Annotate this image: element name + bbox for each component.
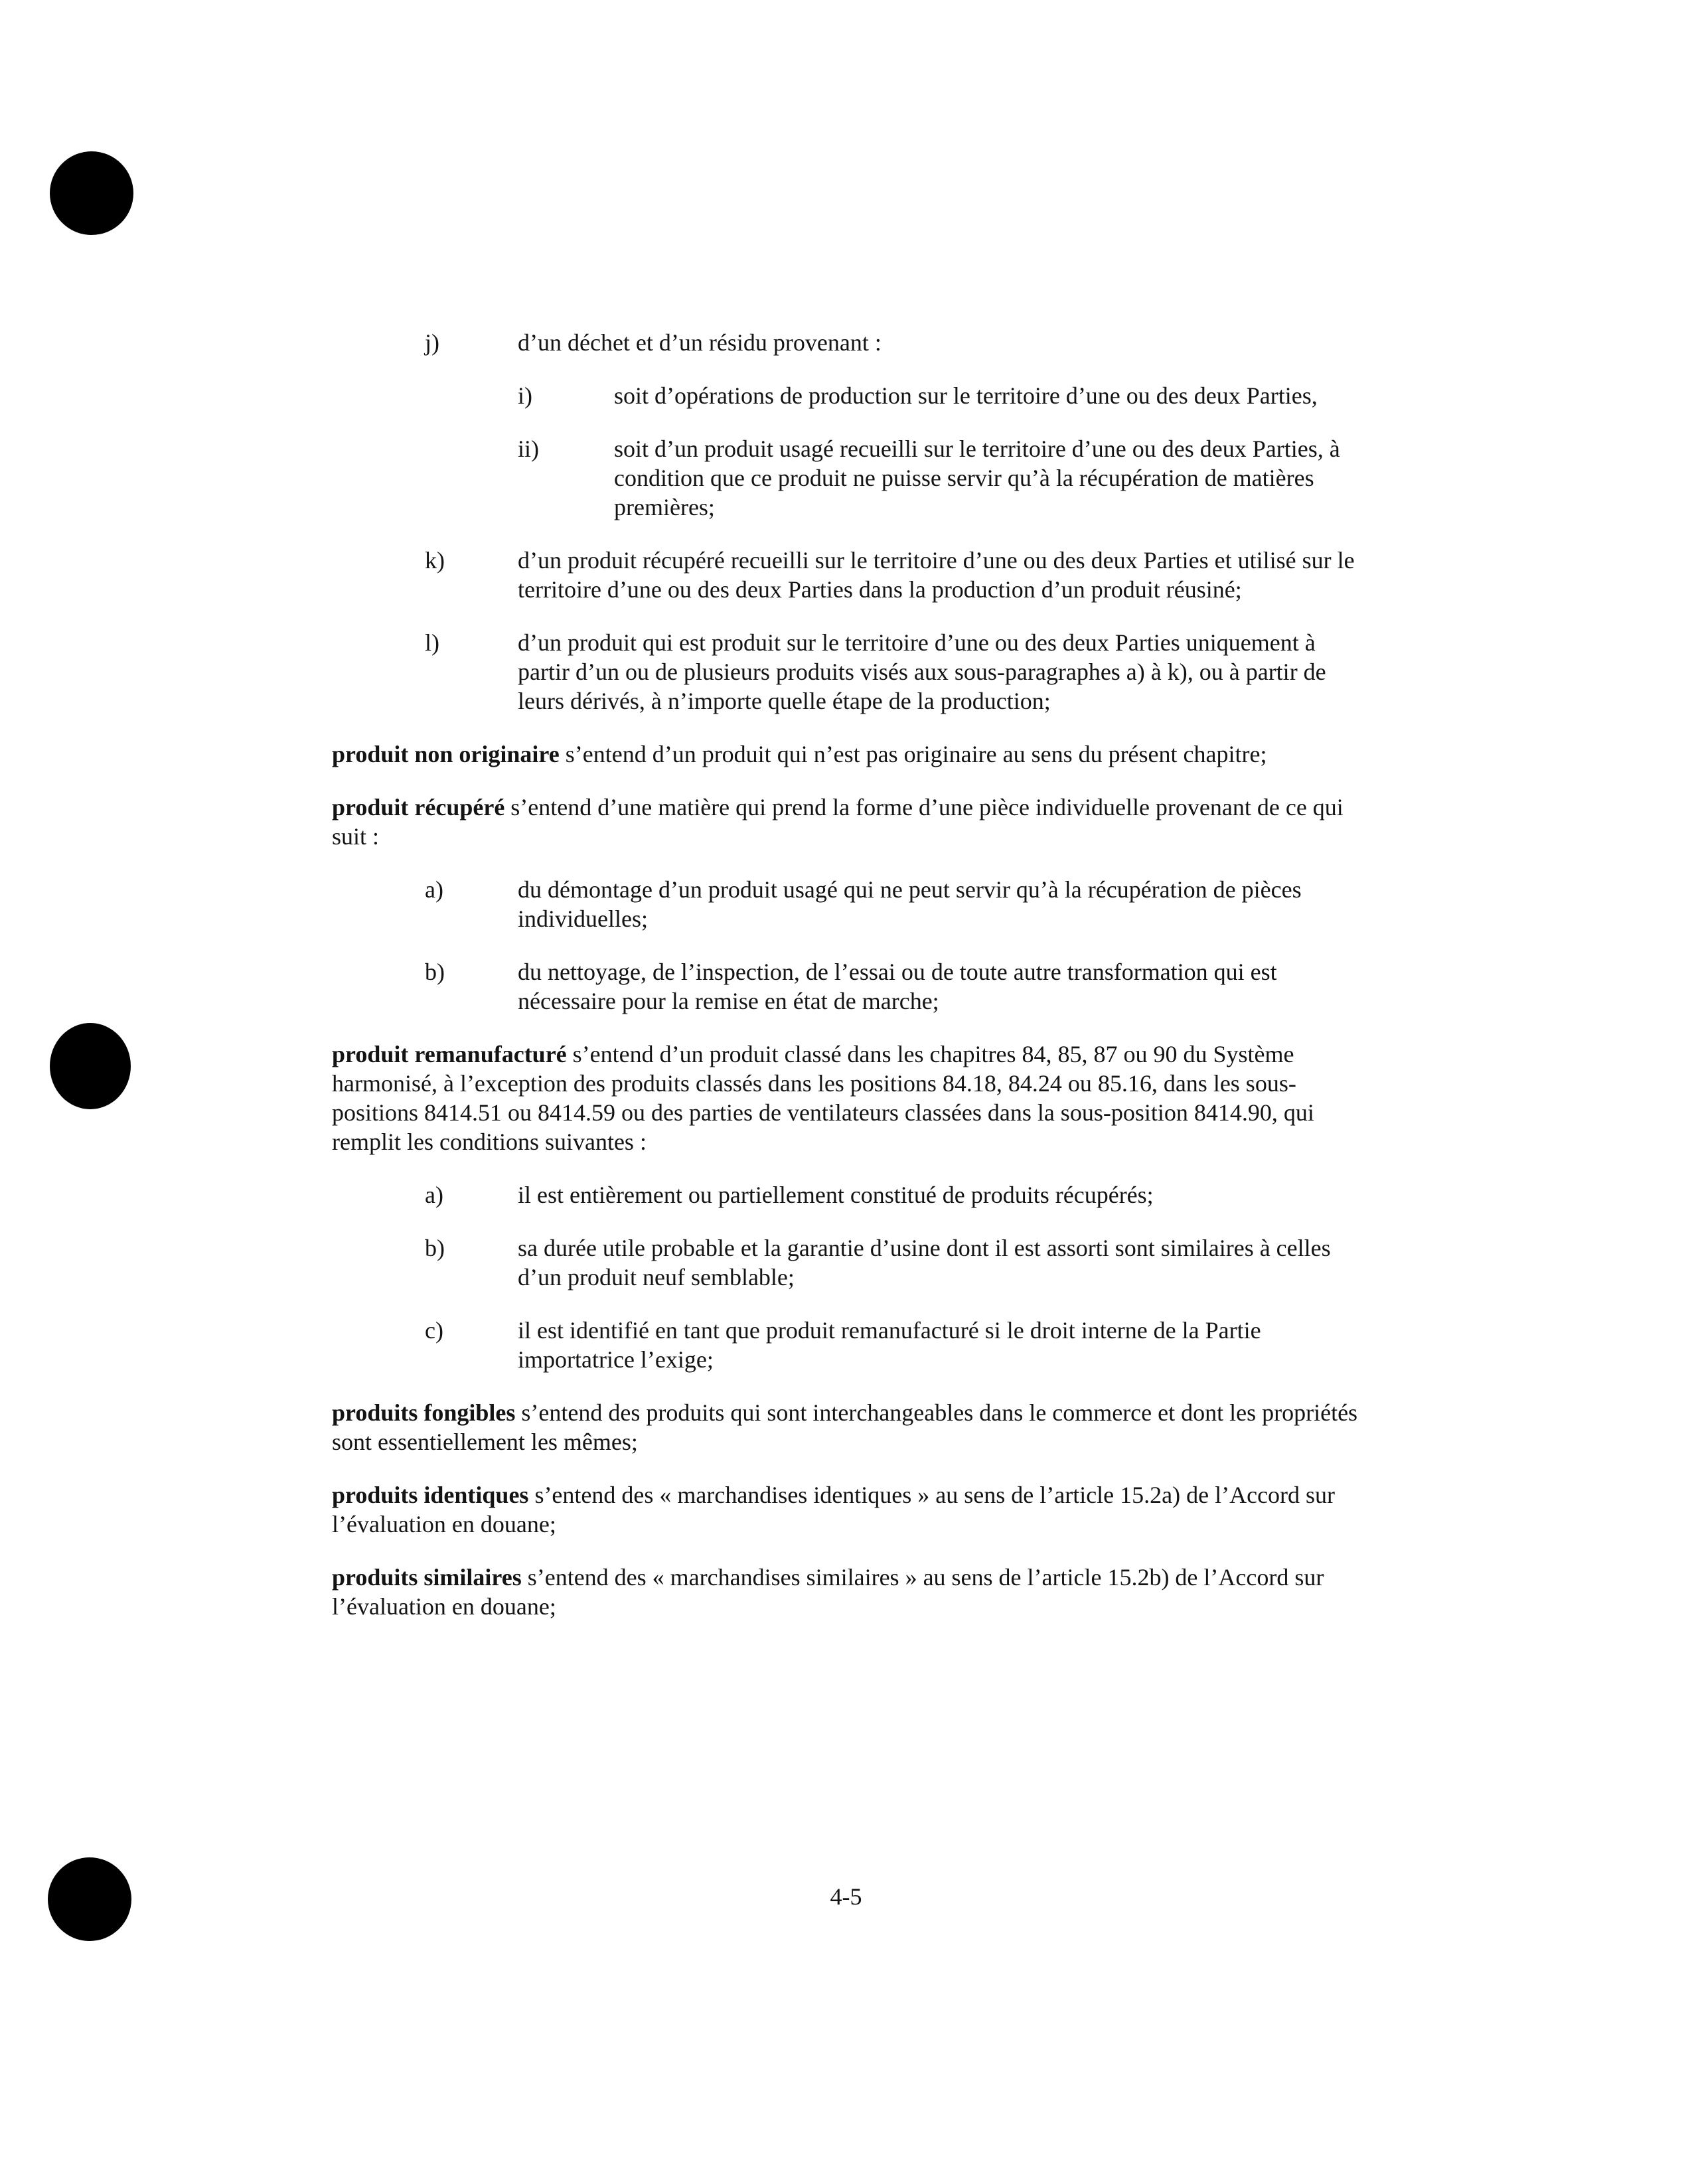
definition-text: s’entend des produits qui sont interchangeables dans le commerce et dont les propriétés sont essentiellement les mêmes; xyxy=(332,1399,1358,1455)
definition-term: produits fongibles xyxy=(332,1399,516,1426)
definition-produit-recupere xyxy=(332,793,1367,851)
definition-produit-non-originaire xyxy=(332,740,1367,769)
definition-text: s’entend des « marchandises similaires » au sens de l’article 15.2b) de l’Accord sur l’évaluation en douane; xyxy=(332,1564,1324,1620)
item-text: du nettoyage, de l’inspection, de l’essai ou de toute autre transformation qui est nécessaire pour la remise en état de marche; xyxy=(518,959,1277,1014)
definition-term: produit récupéré xyxy=(332,794,505,820)
page-number: 4-5 xyxy=(830,1883,862,1910)
item-label: c) xyxy=(425,1317,443,1344)
definition-text: s’entend des « marchandises identiques » au sens de l’article 15.2a) de l’Accord sur l’évaluation en douane; xyxy=(332,1482,1336,1537)
item-text: sa durée utile probable et la garantie d’usine dont il est assorti sont similaires à celles d’un produit neuf semblable; xyxy=(518,1235,1331,1290)
list-item-b xyxy=(332,1233,1367,1292)
list-item-l xyxy=(332,628,1367,716)
definition-term: produits similaires xyxy=(332,1564,522,1591)
item-text: d’un produit qui est produit sur le territoire d’une ou des deux Parties uniquement à partir d’un ou de plusieurs produits visés aux sous-paragraphes a) à k), ou à partir de leurs dérivés, à n’importe quelle étape de la production; xyxy=(518,629,1326,714)
item-text: d’un déchet et d’un résidu provenant : xyxy=(518,329,882,356)
list-item-k xyxy=(332,546,1367,604)
item-text: soit d’un produit usagé recueilli sur le territoire d’une ou des deux Parties, à condition que ce produit ne puisse servir qu’à la récupération de matières premières; xyxy=(614,435,1340,520)
list-item-b xyxy=(332,957,1367,1016)
punch-hole-top xyxy=(50,151,133,235)
definition-produits-similaires xyxy=(332,1563,1367,1621)
page-footer xyxy=(0,1883,1692,1911)
definition-text: s’entend d’une matière qui prend la forme d’une pièce individuelle provenant de ce qui suit : xyxy=(332,794,1344,850)
item-text: il est identifié en tant que produit remanufacturé si le droit interne de la Partie importatrice l’exige; xyxy=(518,1317,1261,1373)
definition-text: s’entend d’un produit classé dans les chapitres 84, 85, 87 ou 90 du Système harmonisé, à l’exception des produits classés dans les positions 84.18, 84.24 ou 85.16, dans les sous-positions 8414.51 ou 8414.59 ou des parties de ventilateurs classées dans la sous-position 8414.90, qui remplit les conditions suivantes : xyxy=(332,1041,1314,1155)
item-text: d’un produit récupéré recueilli sur le territoire d’une ou des deux Parties et utilisé sur le territoire d’une ou des deux Parties dans la production d’un produit réusiné; xyxy=(518,547,1355,603)
item-label: a) xyxy=(425,876,443,903)
definition-term: produit remanufacturé xyxy=(332,1041,567,1067)
item-label: a) xyxy=(425,1182,443,1208)
list-item-j-i xyxy=(332,381,1367,410)
list-item-a xyxy=(332,1180,1367,1209)
punch-hole-middle xyxy=(50,1023,131,1109)
item-label: j) xyxy=(425,329,439,356)
item-label: i) xyxy=(518,382,532,409)
definition-term: produit non originaire xyxy=(332,741,560,767)
item-text: il est entièrement ou partiellement constitué de produits récupérés; xyxy=(518,1182,1154,1208)
list-item-c xyxy=(332,1316,1367,1374)
document-body xyxy=(332,328,1367,1645)
item-label: l) xyxy=(425,629,439,656)
definition-text: s’entend d’un produit qui n’est pas originaire au sens du présent chapitre; xyxy=(559,741,1267,767)
item-label: b) xyxy=(425,1235,445,1261)
item-text: soit d’opérations de production sur le territoire d’une ou des deux Parties, xyxy=(614,382,1318,409)
item-text: du démontage d’un produit usagé qui ne peut servir qu’à la récupération de pièces individuelles; xyxy=(518,876,1302,932)
definition-produits-fongibles xyxy=(332,1398,1367,1456)
list-item-j xyxy=(332,328,1367,357)
definition-produit-remanufacture xyxy=(332,1040,1367,1156)
list-item-a xyxy=(332,875,1367,933)
item-label: ii) xyxy=(518,435,539,462)
item-label: b) xyxy=(425,959,445,985)
definition-term: produits identiques xyxy=(332,1482,529,1508)
list-item-j-ii xyxy=(332,434,1367,522)
item-label: k) xyxy=(425,547,445,574)
definition-produits-identiques xyxy=(332,1480,1367,1539)
